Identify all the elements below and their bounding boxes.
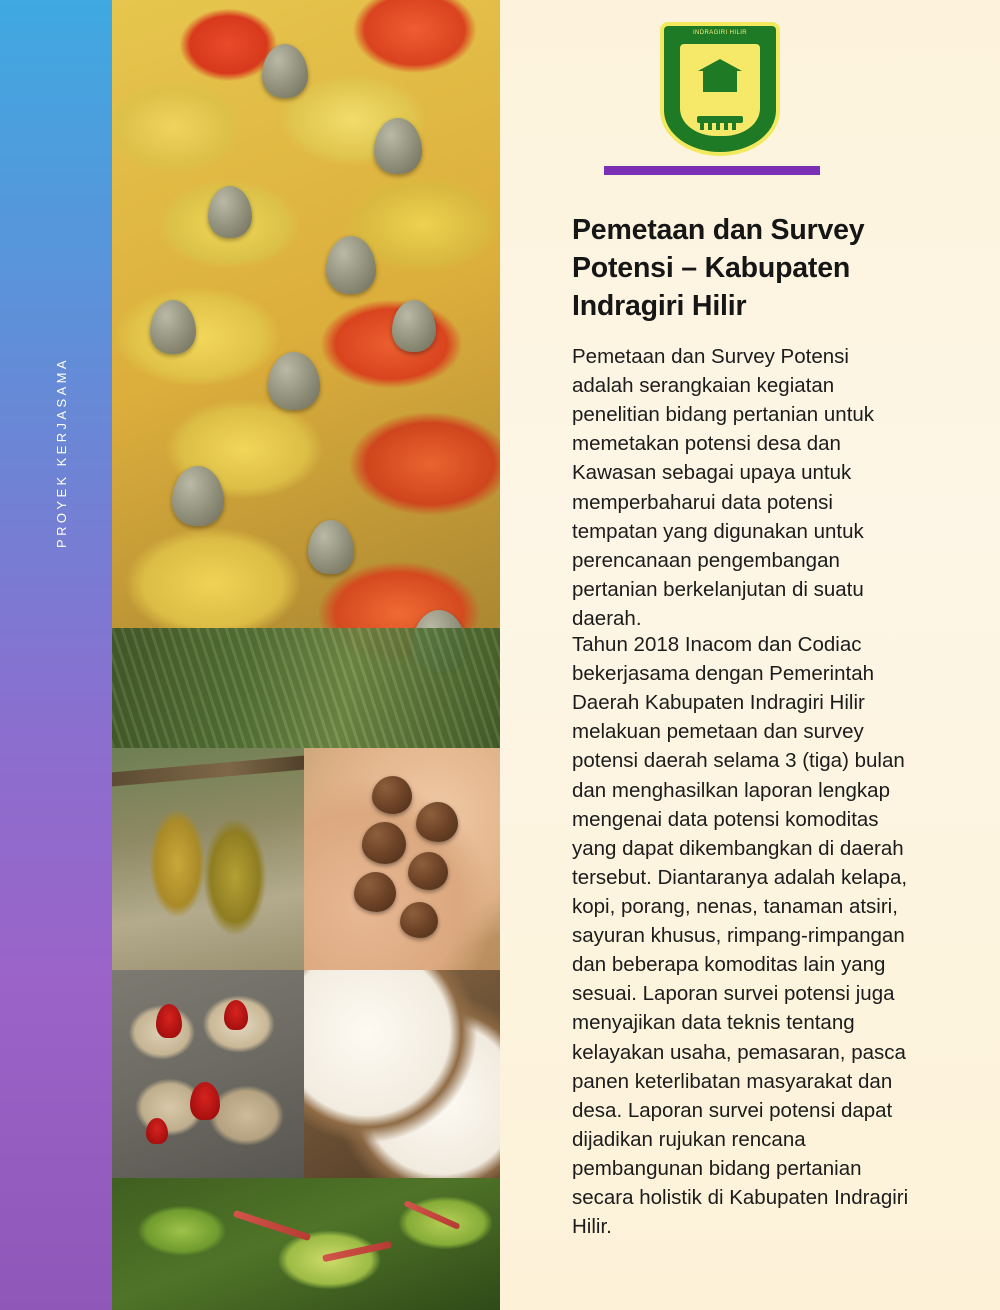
nutmeg-seed: [354, 872, 396, 912]
photo-opened-nutmeg-with-mace: [112, 970, 304, 1178]
photo-clove-buds: [112, 1178, 500, 1310]
mace-aril: [146, 1118, 168, 1144]
mace-aril: [190, 1082, 220, 1120]
nutmeg-seed: [408, 852, 448, 890]
nutmeg-image-fill: [112, 970, 304, 1178]
cashew-leaf-band: [112, 628, 500, 748]
photo-cashew-fruit: [112, 0, 500, 748]
page-title: Pemetaan dan Survey Potensi – Kabupaten Indragiri Hilir: [572, 214, 865, 322]
crest-motto: INDRAGIRI HILIR: [692, 30, 747, 36]
crest-water-lines: [700, 121, 740, 130]
mace-aril: [156, 1004, 182, 1038]
content-column: [500, 0, 1000, 1310]
kabupaten-indragiri-hilir-crest: [660, 22, 780, 156]
side-label: PROYEK KERJASAMA: [54, 357, 69, 548]
mace-aril: [224, 1000, 248, 1030]
photo-nutmeg-seeds-in-hand: [304, 748, 500, 970]
nutmeg-seed: [400, 902, 438, 938]
photo-split-coconut: [304, 970, 500, 1178]
article-paragraph-2: Tahun 2018 Inacom dan Codiac bekerjasama dengan Pemerintah Daerah Kabupaten Indragiri Hilir melakuan pemetaan dan survey potensi daerah selama 3 (tiga) bulan dan menghasilkan laporan lengkap mengenai data potensi komoditas yang dapat dikembangkan di daerah tersebut. Diantaranya adalah kelapa, kopi, porang, nenas, tanaman atsiri, sayuran khusus, rimpang-rimpangan dan beberapa komoditas lain yang sesuai. Laporan survei potensi juga menyajikan data teknis tentang kelayakan usaha, pemasaran, pasca panen keterlibatan masyarakat dan desa. Laporan survei potensi dapat dijadikan rujukan rencana pembangunan bidang pertanian secara holistik di Kabupaten Indragiri Hilir.: [572, 633, 909, 1239]
nutmeg-seed: [362, 822, 406, 864]
photo-cocoa-pods: [112, 748, 304, 970]
nutmeg-seed: [416, 802, 458, 842]
article-paragraph-1: Pemetaan dan Survey Potensi adalah serangkaian kegiatan penelitian bidang pertanian untuk memetakan potensi desa dan Kawasan sebagai upaya untuk memperbaharui data potensi tempatan yang digunakan untuk perencanaan pengembangan pertanian berkelanjutan di suatu daerah.: [572, 345, 875, 630]
nutmeg-seed: [372, 776, 412, 814]
photo-collage: [112, 0, 500, 1310]
accent-rule: [604, 166, 820, 175]
left-gradient-bar: [0, 0, 112, 1310]
clove-image-fill: [112, 1178, 500, 1310]
crest-house-icon: [703, 70, 737, 92]
coconut-image-fill: [304, 970, 500, 1178]
crest-inner-field: [680, 44, 760, 136]
